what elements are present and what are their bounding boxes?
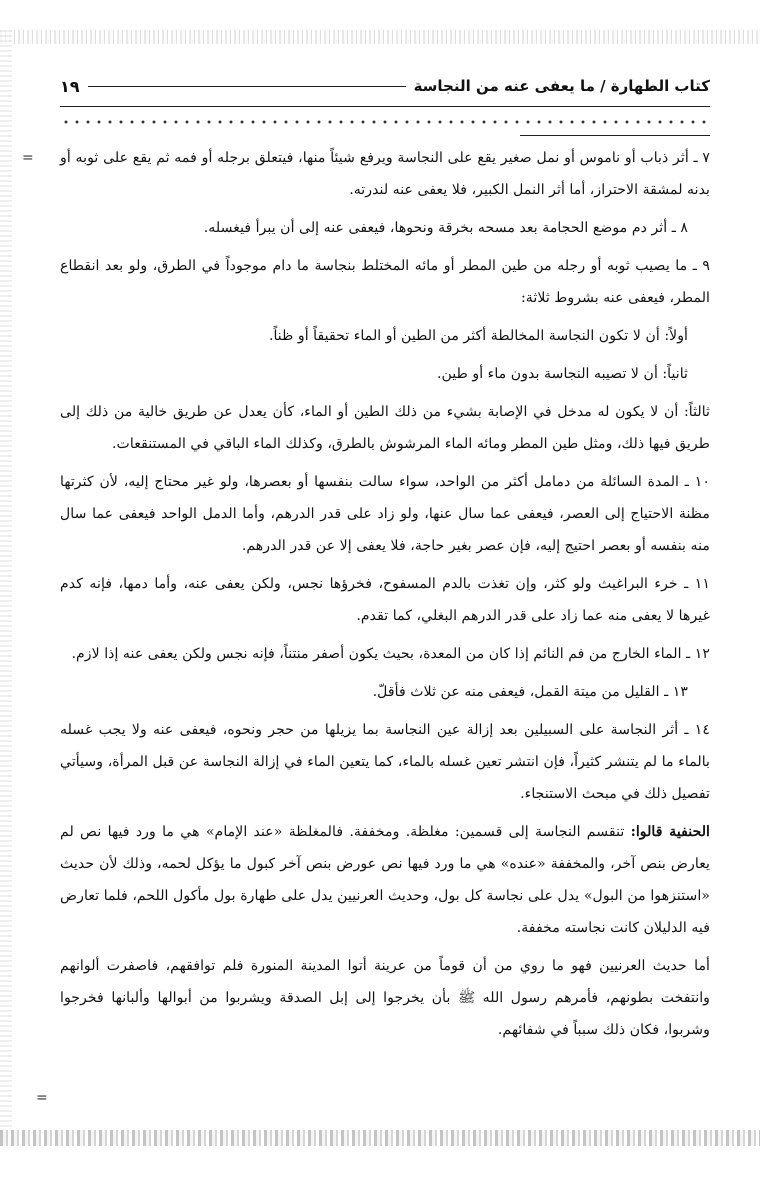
header-rule — [88, 86, 406, 87]
hanafi-text: تنقسم النجاسة إلى قسمين: مغلظة. ومخففة. فالمغلظة «عند الإمام» هي ما ورد فيها نص لم يعارض بنص آخر، والمخففة «عنده» هي ما ورد فيها نص عورض بنص آخر كبول ما يؤكل لحمه، وذلك لأن حديث «استنزهوا من البول» يدل على نجاسة كل بول، وحديث العرنيين يدل على طهارة بول مأكول اللحم، فلما تعارض فيه الدليلان كانت نجاسته مخففة. — [60, 824, 710, 936]
condition-3: ثالثاً: أن لا يكون له مدخل في الإصابة بشيء من ذلك الطين أو الماء، كأن يعدل عن طريق خالية من ذلك إلى طريق فيها ذلك، ومثل طين المطر ومائه الماء المرشوش بالطرق، وكذلك الماء الباقي في المستنقعات. — [60, 404, 710, 452]
item-13: ١٣ ـ القليل من ميتة القمل، فيعفى منه عن ثلاث فأقلّ. — [372, 684, 688, 700]
page-border-left — [0, 30, 12, 1146]
hanafi-paragraph — [60, 816, 710, 944]
item-10: ١٠ ـ المدة السائلة من دمامل أكثر من الواحد، سواء سالت بنفسها أو بعصرها، ولو غير محتاج إليه، لأن كثرتها مظنة الاحتياج إلى العصر، فيعفى عما سال عنها، ولو زاد على قدر الدرهم، وأما الدمل الواحد فيعفى عما سال منه بنفسه أو بعصر احتيج إليه، فإن عصر بغير حاجة، فلا يعفى إلا عن قدر الدرهم. — [60, 474, 710, 554]
item-14: ١٤ ـ أثر النجاسة على السبيلين بعد إزالة عين النجاسة بما يزيلها من حجر ونحوه، فيعفى عنه ولا يجب غسله بالماء ما لم يتنشر كثيراً، فإن انتشر تعين غسله بالماء، كما يتعين الماء في إزالة النجاسة عن قبل المرأة، وسيأتي تفصيل ذلك في مبحث الاستنجاء. — [60, 722, 710, 802]
urayniyyin-paragraph: أما حديث العرنيين فهو ما روي من أن قوماً من عرينة أتوا المدينة المنورة فلم توافقهم، فاصفرت ألوانهم وانتفخت بطونهم، فأمرهم رسول الله ﷺ بأن يخرجوا إلى إبل الصدقة ويشربوا من أبوالها وألبانها فخرجوا وشربوا، فكان ذلك سبباً في شفائهم. — [60, 958, 710, 1038]
dotted-separator — [60, 113, 710, 131]
margin-mark-top: = — [22, 150, 34, 166]
body-text — [60, 142, 710, 1046]
page-number: ١٩ — [60, 76, 80, 96]
hanafi-lead: الحنفية قالوا: — [630, 824, 710, 840]
item-12: ١٢ ـ الماء الخارج من فم النائم إذا كان من المعدة، بحيث يكون أصفر منتناً، فإنه نجس ولكن يعفى عنه إذا لازم. — [71, 646, 710, 662]
footnote-rule — [520, 135, 710, 136]
item-9: ٩ ـ ما يصيب ثوبه أو رجله من طين المطر أو مائه المختلط بنجاسة ما دام موجوداً في الطرق، ولو بعد انقطاع المطر، فيعفى عنه بشروط ثلاثة: — [60, 258, 710, 306]
running-header — [60, 66, 710, 107]
condition-2: ثانياً: أن لا تصيبه النجاسة بدون ماء أو طين. — [436, 366, 688, 382]
page-border-top — [0, 30, 760, 44]
header-title: كتاب الطهارة / ما يعفى عنه من النجاسة — [413, 77, 710, 95]
item-8: ٨ ـ أثر دم موضع الحجامة بعد مسحه بخرقة ونحوها، فيعفى عنه إلى أن يبرأ فيغسله. — [203, 220, 688, 236]
page-border-bottom — [0, 1130, 760, 1146]
margin-mark-bottom: = — [36, 1090, 48, 1106]
item-7: ٧ ـ أثر ذباب أو ناموس أو نمل صغير يقع على النجاسة ويرفع شيئاً منها، فيتعلق برجله أو فمه ثم يقع على ثوبه أو بدنه لمشقة الاحتراز، أما أثر النمل الكبير، فلا يعفى عنه لندرته. — [60, 150, 710, 198]
page — [60, 66, 710, 1126]
condition-1: أولاً: أن لا تكون النجاسة المخالطة أكثر من الطين أو الماء تحقيقاً أو ظناً. — [268, 328, 688, 344]
item-11: ١١ ـ خرء البراغيث ولو كثر، وإن تغذت بالدم المسفوح، فخرؤها نجس، ولكن يعفى عنه، وأما دمها، فإنه كدم غيرها لا يعفى منه عما زاد على قدر الدرهم البغلي، كما تقدم. — [60, 576, 710, 624]
